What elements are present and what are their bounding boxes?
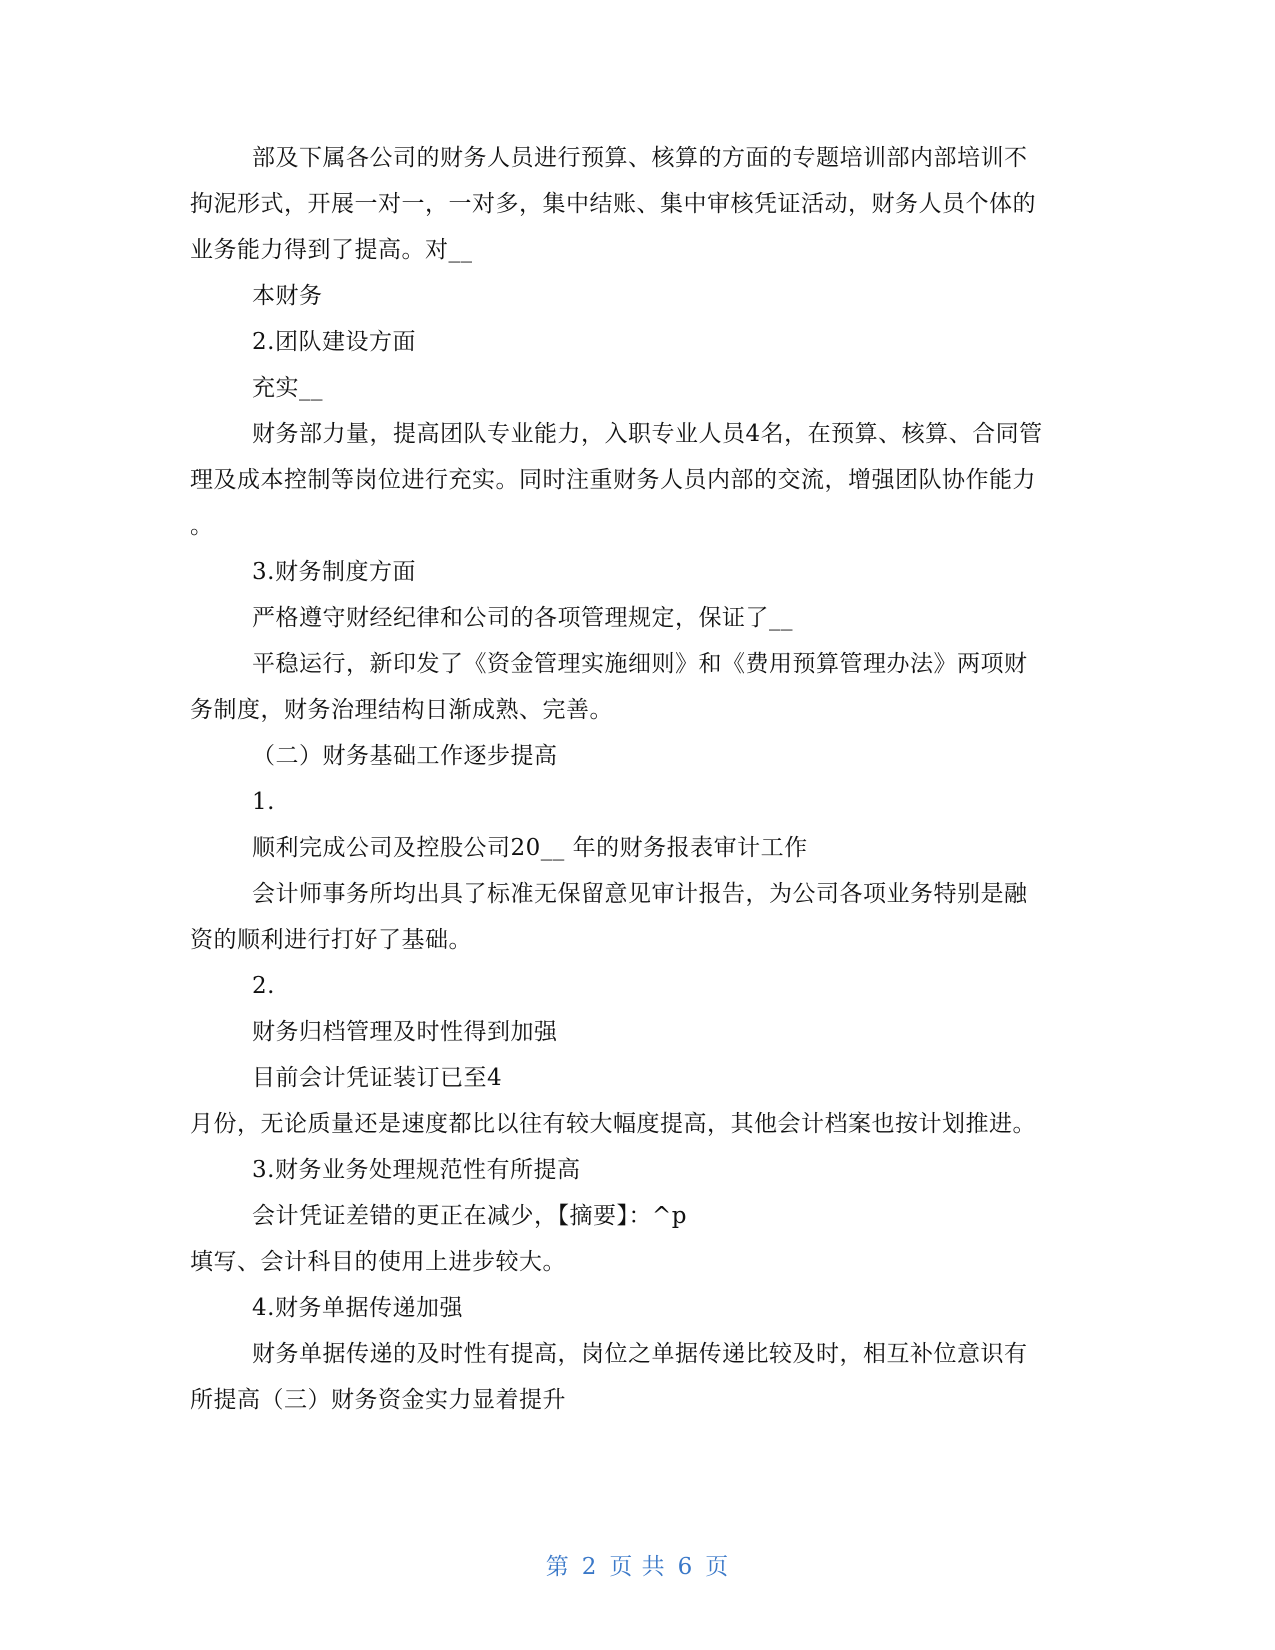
body-text-line: 充实__ — [252, 375, 323, 401]
list-number: 2. — [252, 973, 275, 999]
footer-label-end: 页 — [705, 1554, 730, 1580]
footer-label-of: 页 共 — [609, 1554, 666, 1580]
body-text-line: 财务单据传递的及时性有提高，岗位之单据传递比较及时，相互补位意识有 — [252, 1341, 1028, 1367]
body-text-line: 本财务 — [252, 283, 323, 309]
body-text-line: 拘泥形式，开展一对一，一对多，集中结账、集中审核凭证活动，财务人员个体的 — [190, 191, 1036, 217]
list-number: 1. — [252, 789, 275, 815]
section-heading: 3.财务制度方面 — [252, 559, 416, 585]
body-text-line: 所提高（三）财务资金实力显着提升 — [190, 1387, 566, 1413]
section-heading: （二）财务基础工作逐步提高 — [252, 743, 558, 769]
body-text-line: 资的顺利进行打好了基础。 — [190, 927, 472, 953]
body-text-line: 部及下属各公司的财务人员进行预算、核算的方面的专题培训部内部培训不 — [252, 145, 1028, 171]
body-text-line: 务制度，财务治理结构日渐成熟、完善。 — [190, 697, 613, 723]
body-text-line: 月份，无论质量还是速度都比以往有较大幅度提高，其他会计档案也按计划推进。 — [190, 1111, 1036, 1137]
body-text-line: 顺利完成公司及控股公司20__ 年的财务报表审计工作 — [252, 835, 808, 861]
body-text-line: 财务归档管理及时性得到加强 — [252, 1019, 558, 1045]
body-text-line: 平稳运行，新印发了《资金管理实施细则》和《费用预算管理办法》两项财 — [252, 651, 1028, 677]
total-pages-number: 6 — [677, 1554, 694, 1580]
section-heading: 2.团队建设方面 — [252, 329, 416, 355]
body-text-line: 业务能力得到了提高。对__ — [190, 237, 473, 263]
body-text-line: 。 — [190, 513, 214, 539]
body-text-line: 会计凭证差错的更正在减少，【摘要】：^p — [252, 1203, 687, 1229]
body-text-line: 严格遵守财经纪律和公司的各项管理规定，保证了__ — [252, 605, 793, 631]
body-text-line: 填写、会计科目的使用上进步较大。 — [190, 1249, 566, 1275]
body-text-line: 目前会计凭证装订已至4 — [252, 1065, 503, 1091]
body-text-line: 理及成本控制等岗位进行充实。同时注重财务人员内部的交流，增强团队协作能力 — [190, 467, 1036, 493]
body-text-line: 财务部力量，提高团队专业能力，入职专业人员4名，在预算、核算、合同管 — [252, 421, 1043, 447]
body-text-line: 会计师事务所均出具了标准无保留意见审计报告，为公司各项业务特别是融 — [252, 881, 1028, 907]
footer-label-page: 第 — [545, 1554, 570, 1580]
current-page-number: 2 — [581, 1554, 598, 1580]
section-heading: 4.财务单据传递加强 — [252, 1295, 463, 1321]
page-footer — [0, 1548, 1275, 1581]
section-heading: 3.财务业务处理规范性有所提高 — [252, 1157, 581, 1183]
